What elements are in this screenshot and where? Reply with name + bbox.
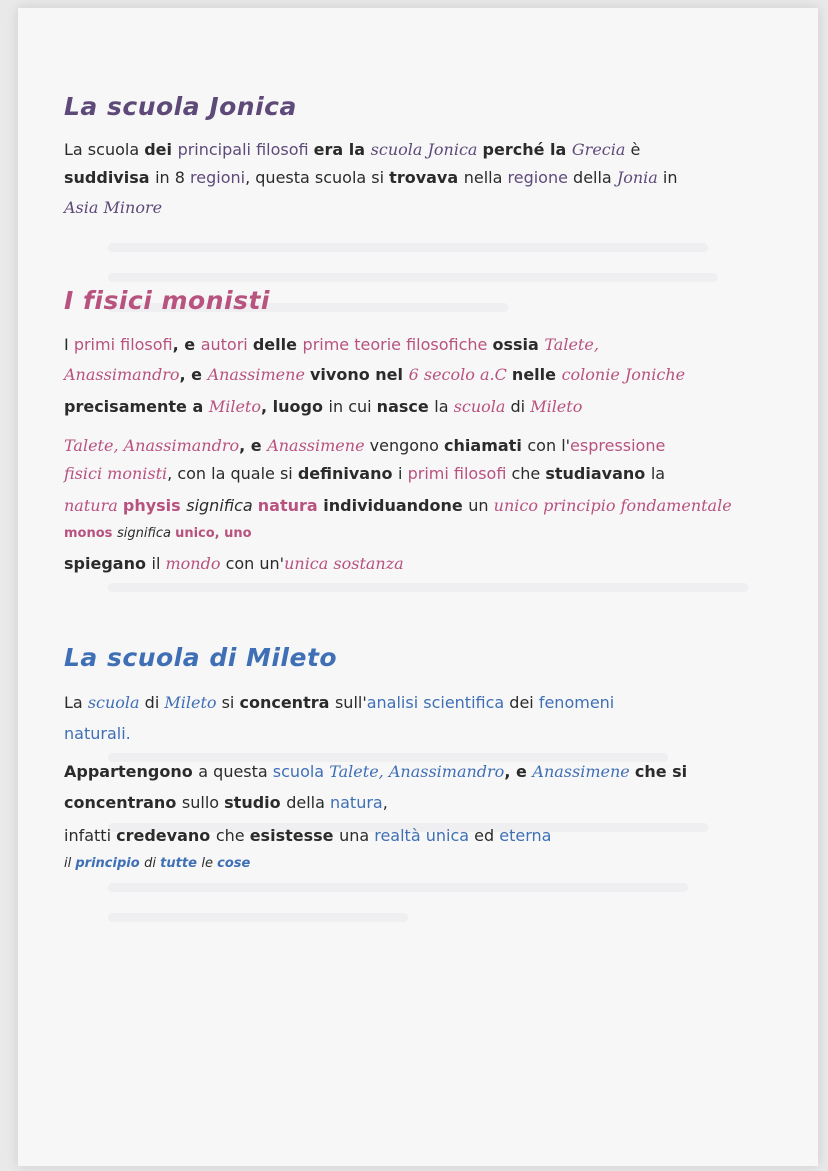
section-heading: La scuola di Mileto <box>64 643 338 672</box>
bleed-through-text <box>108 753 668 762</box>
highlighted-term: Talete, Anassimandro <box>64 436 240 455</box>
highlighted-term: physis <box>122 496 187 515</box>
text-segment: perché la <box>482 140 572 159</box>
text-segment: ossia <box>492 335 545 354</box>
text-segment: il <box>64 856 76 871</box>
text-line <box>64 826 551 845</box>
text-segment: dei <box>509 693 539 712</box>
text-segment: , luogo <box>261 397 329 416</box>
highlighted-term: Jonia <box>616 168 663 187</box>
highlighted-term: natura <box>257 496 324 515</box>
highlighted-term: primi filosofi <box>407 464 512 483</box>
text-segment: era la <box>313 140 371 159</box>
highlighted-term: eterna <box>499 826 552 845</box>
highlighted-term: realtà unica <box>374 826 475 845</box>
highlighted-term: scuola <box>453 397 511 416</box>
text-segment: di <box>510 397 531 416</box>
highlighted-term: unico principio fondamentale <box>493 496 732 515</box>
highlighted-term: Mileto <box>164 693 222 712</box>
highlighted-term: scuola <box>87 693 145 712</box>
highlighted-term: Mileto <box>530 397 583 416</box>
highlighted-term: natura <box>64 496 123 515</box>
text-segment: vivono nel <box>310 365 409 384</box>
text-segment: , e <box>172 335 201 354</box>
text-segment: a questa <box>198 762 273 781</box>
highlighted-term: scuola Jonica <box>370 140 483 159</box>
highlighted-term: Anassimene <box>267 436 370 455</box>
highlighted-term: Mileto <box>208 397 261 416</box>
text-segment: delle <box>252 335 303 354</box>
highlighted-term: principio <box>75 856 145 871</box>
highlighted-term: fisici monisti <box>64 464 168 483</box>
text-segment: , e <box>179 365 208 384</box>
highlighted-term: Grecia <box>571 140 631 159</box>
text-segment: , e <box>239 436 268 455</box>
text-segment: credevano <box>116 826 216 845</box>
bleed-through-text <box>108 273 718 282</box>
text-line <box>64 168 678 187</box>
section-heading: La scuola Jonica <box>64 92 297 121</box>
text-segment: Appartengono <box>64 762 199 781</box>
text-segment: con l' <box>527 436 571 455</box>
highlighted-term: regione <box>507 168 574 187</box>
text-segment: nasce <box>376 397 435 416</box>
text-segment: sull' <box>334 693 367 712</box>
text-segment: il <box>151 554 166 573</box>
text-line <box>64 693 614 712</box>
text-segment: , <box>382 793 388 812</box>
bleed-through-text <box>108 583 748 592</box>
text-segment: studiavano <box>545 464 651 483</box>
highlighted-term: unica sostanza <box>284 554 404 573</box>
highlighted-term: 6 secolo a.C <box>408 365 512 384</box>
highlighted-term: natura <box>329 793 383 812</box>
highlighted-term: cose <box>217 856 251 871</box>
text-segment: i <box>398 464 408 483</box>
text-segment: esistesse <box>249 826 340 845</box>
text-segment: la <box>434 397 454 416</box>
text-line <box>64 496 732 515</box>
text-segment: in <box>662 168 678 187</box>
text-line <box>64 397 582 416</box>
highlighted-term: tutte <box>160 856 202 871</box>
text-segment: che si <box>634 762 688 781</box>
highlighted-term: Anassimene <box>532 762 635 781</box>
section-heading: I fisici monisti <box>64 286 270 315</box>
text-segment: precisamente a <box>64 397 209 416</box>
text-line <box>64 554 404 573</box>
text-segment: di <box>144 856 161 871</box>
text-segment: spiegano <box>64 554 152 573</box>
text-segment: sullo <box>181 793 225 812</box>
text-segment: è <box>630 140 641 159</box>
highlighted-term: espressione <box>570 436 666 455</box>
text-segment: chiamati <box>444 436 528 455</box>
text-segment: si <box>221 693 240 712</box>
highlighted-term: Talete, <box>544 335 599 354</box>
text-segment: definivano <box>297 464 399 483</box>
text-segment: suddivisa <box>64 168 156 187</box>
document-page <box>18 8 818 1166</box>
text-segment: significa <box>186 496 258 515</box>
text-segment: infatti <box>64 826 117 845</box>
text-line <box>64 335 599 354</box>
text-line <box>64 365 685 384</box>
text-line <box>64 856 250 871</box>
highlighted-term: principali filosofi <box>177 140 314 159</box>
text-line <box>64 762 687 781</box>
text-line <box>64 464 665 483</box>
bleed-through-text <box>108 243 708 252</box>
text-segment: che <box>511 464 546 483</box>
text-line <box>64 198 162 217</box>
text-segment: le <box>201 856 218 871</box>
text-segment: trovava <box>389 168 464 187</box>
text-segment: dei <box>144 140 178 159</box>
bleed-through-text <box>108 913 408 922</box>
text-segment: in cui <box>328 397 377 416</box>
highlighted-term: primi filosofi <box>73 335 173 354</box>
text-segment: , e <box>504 762 533 781</box>
text-segment: della <box>286 793 330 812</box>
text-segment: la <box>650 464 666 483</box>
text-segment: di <box>144 693 165 712</box>
highlighted-term: Anassimene <box>207 365 310 384</box>
highlighted-term: regioni <box>190 168 246 187</box>
text-segment: un <box>468 496 494 515</box>
text-line <box>64 140 640 159</box>
text-segment: , questa scuola si <box>245 168 390 187</box>
text-segment: nelle <box>511 365 562 384</box>
text-segment: della <box>573 168 617 187</box>
highlighted-term: Anassimandro <box>64 365 180 384</box>
text-segment: con un' <box>225 554 285 573</box>
text-segment: La <box>64 693 88 712</box>
text-line <box>64 793 388 812</box>
text-line <box>64 526 252 541</box>
text-segment: La scuola <box>64 140 145 159</box>
text-segment: che <box>215 826 250 845</box>
highlighted-term: unico, uno <box>175 526 252 541</box>
highlighted-term: autori <box>200 335 253 354</box>
text-segment: studio <box>224 793 287 812</box>
text-segment: vengono <box>369 436 445 455</box>
text-line <box>64 724 131 743</box>
text-segment: in 8 <box>155 168 191 187</box>
text-segment: concentrano <box>64 793 182 812</box>
highlighted-term: colonie Joniche <box>561 365 686 384</box>
highlighted-term: mondo <box>165 554 226 573</box>
highlighted-term: naturali. <box>64 724 131 743</box>
highlighted-term: monos <box>64 526 117 541</box>
highlighted-term: Talete, Anassimandro <box>329 762 505 781</box>
highlighted-term: prime teorie filosofiche <box>302 335 493 354</box>
text-line <box>64 436 665 455</box>
highlighted-term: Asia Minore <box>64 198 163 217</box>
text-segment: nella <box>463 168 508 187</box>
text-segment: una <box>339 826 375 845</box>
text-segment: I <box>64 335 74 354</box>
text-segment: concentra <box>239 693 335 712</box>
text-segment: individuandone <box>323 496 469 515</box>
highlighted-term: scuola <box>272 762 330 781</box>
highlighted-term: analisi scientifica <box>366 693 510 712</box>
bleed-through-text <box>108 883 688 892</box>
highlighted-term: fenomeni <box>538 693 615 712</box>
text-segment: significa <box>116 526 176 541</box>
text-segment: ed <box>474 826 500 845</box>
text-segment: , con la quale si <box>167 464 298 483</box>
